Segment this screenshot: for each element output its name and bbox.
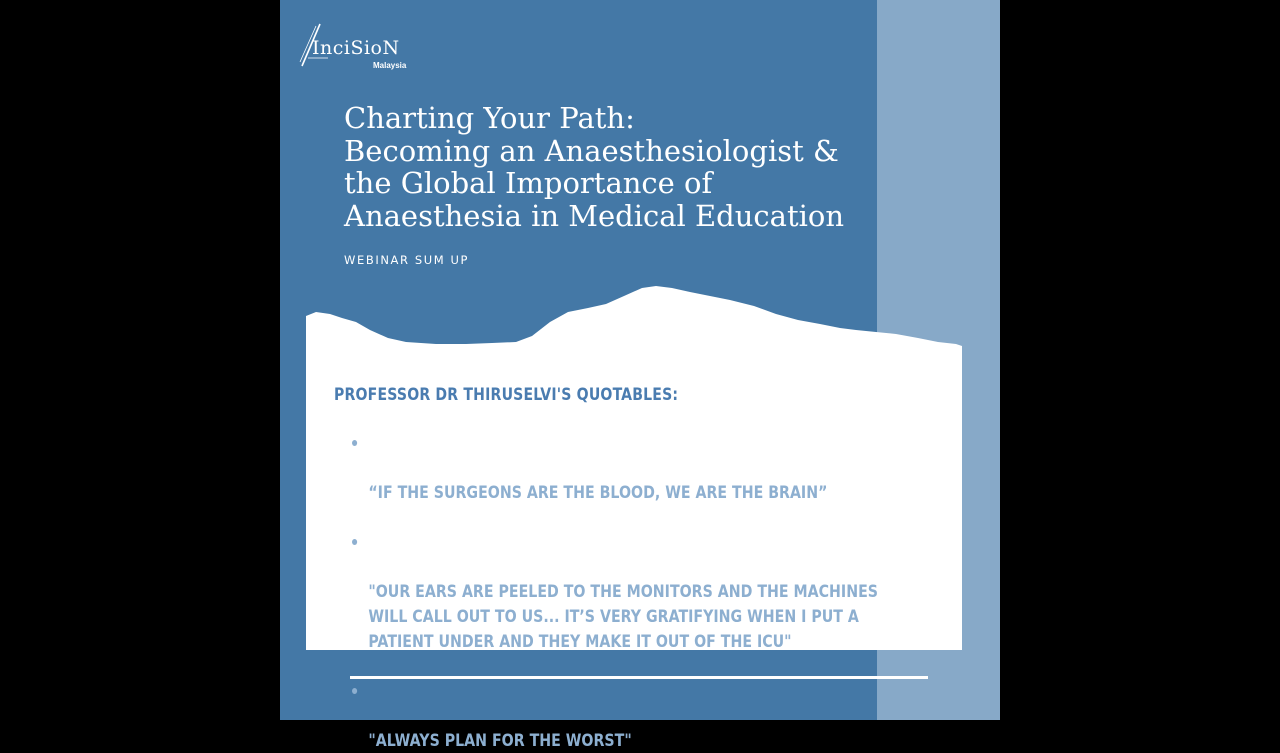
bullet-icon xyxy=(352,440,357,446)
quote-text: "ALWAYS PLAN FOR THE WORST" xyxy=(368,731,632,750)
quote-item xyxy=(352,529,919,654)
quote-text: "OUR EARS ARE PEELED TO THE MONITORS AND THE MACHINES WILL CALL OUT TO US... IT’S VERY GRATIFYING WHEN I PUT A PATIENT UNDER AND THEY MAKE IT OUT OF THE ICU" xyxy=(368,582,878,651)
title-line: Anaesthesia in Medical Education xyxy=(344,198,845,233)
bullet-icon xyxy=(352,688,357,694)
title-line: the Global Importance of xyxy=(344,166,713,200)
logo-region: Malaysia xyxy=(373,61,407,70)
quotables-heading: PROFESSOR DR THIRUSELVI'S QUOTABLES: xyxy=(334,385,679,405)
logo-name: InciSioN xyxy=(312,37,400,59)
divider xyxy=(350,676,928,679)
subtitle: WEBINAR SUM UP xyxy=(344,253,470,267)
slide xyxy=(280,0,1000,750)
page-title xyxy=(344,102,844,232)
logo xyxy=(298,22,418,74)
quote-list xyxy=(352,430,952,753)
quote-item xyxy=(352,430,919,505)
bullet-icon xyxy=(352,539,357,545)
quote-text: “IF THE SURGEONS ARE THE BLOOD, WE ARE THE BRAIN” xyxy=(368,483,828,502)
title-line: Becoming an Anaesthesiologist & xyxy=(344,133,839,168)
title-line: Charting Your Path: xyxy=(344,101,635,135)
quote-item xyxy=(352,678,919,753)
